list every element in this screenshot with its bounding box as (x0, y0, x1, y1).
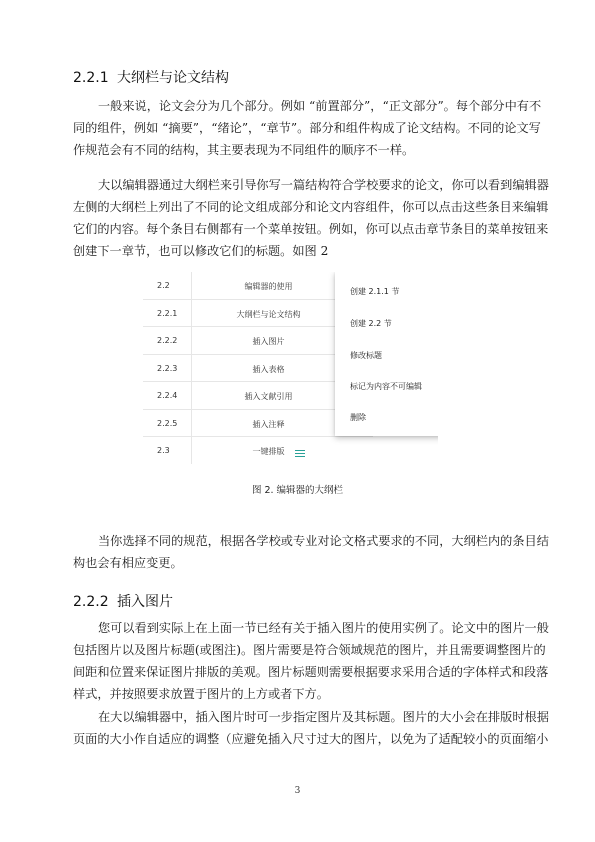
outline-item-title: 大纲栏与论文结构 (236, 309, 301, 319)
outline-item-title: 插入注释 (252, 419, 285, 429)
figure-caption: 图 2. 编辑器的大纲栏 (251, 485, 344, 496)
text-line: 页面的大小作自适应的调整（应避免插入尺寸过大的图片，以免为了适配较小的页面缩小 (73, 732, 549, 746)
text-line: 间距和位置来保证图片排版的美观。图片标题则需要根据要求采用合适的字体样式和段落 (73, 665, 549, 679)
menu-item-mark-readonly[interactable]: 标记为内容不可编辑 (350, 382, 422, 391)
outline-item-title: 一键排版 (252, 447, 285, 456)
paragraph-2 (73, 174, 549, 262)
text-line: 包括图片以及图片标题(或图注)。图片需要是符合领域规范的图片，并且需要调整图片的 (73, 643, 546, 657)
menu-item-rename[interactable]: 修改标题 (350, 351, 382, 360)
outline-item-number: 2.2.5 (157, 418, 178, 428)
paragraph-1 (73, 95, 542, 161)
text-line: 您可以看到实际上在上面一节已经有关于插入图片的使用实例了。论文中的图片一般 (98, 621, 549, 635)
outline-item-title: 编辑器的使用 (244, 282, 293, 291)
paragraph-3 (73, 530, 549, 574)
outline-item-number: 2.2.1 (157, 308, 178, 318)
text-line: 同的组件，例如 “摘要”，“绪论”，“章节”。部分和组件构成了论文结构。不同的论文写 (73, 121, 541, 135)
outline-item-number: 2.3 (157, 446, 170, 455)
outline-item[interactable] (143, 437, 373, 464)
text-line: 样式，并按照要求放置于图片的上方或者下方。 (73, 687, 329, 701)
section-heading-2-2-2 (73, 591, 173, 611)
text-line: 构也会有相应变更。 (73, 556, 183, 570)
context-menu (335, 272, 438, 436)
text-line: 当你选择不同的规范，根据各学校或专业对论文格式要求的不同，大纲栏内的条目结 (98, 534, 549, 548)
page-number: 3 (294, 786, 301, 796)
outline-item-number: 2.2 (157, 281, 170, 290)
menu-item-delete[interactable]: 删除 (350, 413, 366, 422)
section-title: 大纲栏与论文结构 (117, 70, 229, 86)
text-line: 它们的内容。每个条目右侧都有一个菜单按钮。例如，你可以点击章节条目的菜单按钮来 (73, 222, 549, 236)
section-number: 2.2.1 (73, 70, 109, 86)
outline-item-title: 插入表格 (252, 364, 285, 374)
text-line: 一般来说，论文会分为几个部分。例如 “前置部分”，“正文部分”。每个部分中有不 (98, 99, 542, 113)
list-icon[interactable] (295, 450, 305, 458)
text-line: 左侧的大纲栏上列出了不同的论文组成部分和论文内容组件，你可以点击这些条目来编辑 (73, 200, 549, 214)
outline-item-number: 2.2.2 (157, 336, 178, 345)
menu-item-create-2-2[interactable]: 创建 2.2 节 (350, 319, 392, 328)
section-heading-2-2-1 (73, 67, 229, 87)
figure-outline-screenshot (143, 272, 438, 468)
text-line: 创建下一章节，也可以修改它们的标题。如图 2 (73, 244, 329, 258)
text-line: 作规范会有不同的结构，其主要表现为不同组件的顺序不一样。 (73, 143, 415, 157)
paragraph-5 (73, 706, 549, 750)
outline-item-title: 插入文献引用 (244, 392, 293, 401)
text-line: 大以编辑器通过大纲栏来引导你写一篇结构符合学校要求的论文，你可以看到编辑器 (98, 178, 549, 192)
outline-item-title: 插入图片 (252, 337, 285, 346)
outline-item-number: 2.2.4 (157, 391, 178, 400)
section-number: 2.2.2 (73, 594, 109, 610)
paragraph-4 (73, 617, 549, 705)
outline-item-number: 2.2.3 (157, 363, 178, 373)
menu-item-create-2-1-1[interactable]: 创建 2.1.1 节 (350, 287, 400, 296)
text-line: 在大以编辑器中，插入图片时可一步指定图片及其标题。图片的大小会在排版时根据 (98, 710, 549, 724)
section-title: 插入图片 (117, 594, 173, 610)
